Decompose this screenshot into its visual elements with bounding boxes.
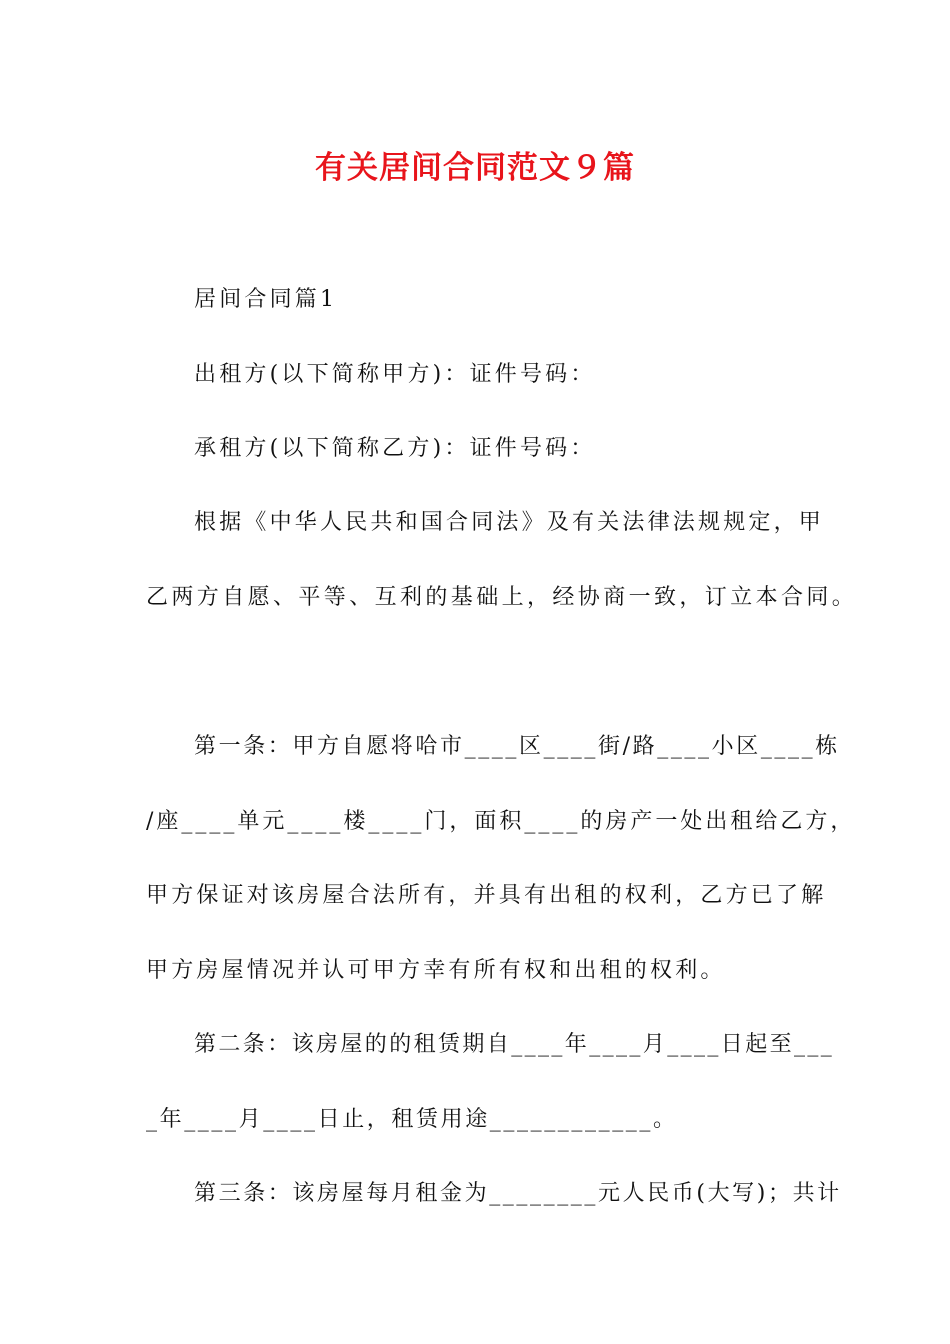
article-3-line-1: 第三条：该房屋每月租金为________元人民币(大写)；共计 — [194, 1181, 842, 1206]
article-2-line-1: 第二条：该房屋的的租赁期自____年____月____日起至___ — [194, 1032, 835, 1057]
article-1-line-2: /座____单元____楼____门，面积____的房产一处出租给乙方， — [146, 809, 856, 834]
preamble-line-2: 乙两方自愿、平等、互利的基础上，经协商一致，订立本合同。 — [146, 585, 858, 610]
lessor-line: 出租方(以下简称甲方)：证件号码： — [194, 362, 596, 387]
article-2-line-2: _年____月____日止，租赁用途____________。 — [146, 1107, 678, 1132]
article-1-line-1: 第一条：甲方自愿将哈市____区____街/路____小区____栋 — [194, 734, 840, 759]
lessee-line: 承租方(以下简称乙方)：证件号码： — [194, 436, 596, 461]
section-heading: 居间合同篇1 — [194, 287, 338, 312]
article-1-line-4: 甲方房屋情况并认可甲方幸有所有权和出租的权利。 — [146, 958, 726, 983]
article-1-line-3: 甲方保证对该房屋合法所有，并具有出租的权利，乙方已了解 — [146, 883, 827, 908]
document-title: 有关居间合同范文９篇 — [315, 150, 635, 186]
preamble-line-1: 根据《中华人民共和国合同法》及有关法律法规规定，甲 — [194, 510, 825, 535]
